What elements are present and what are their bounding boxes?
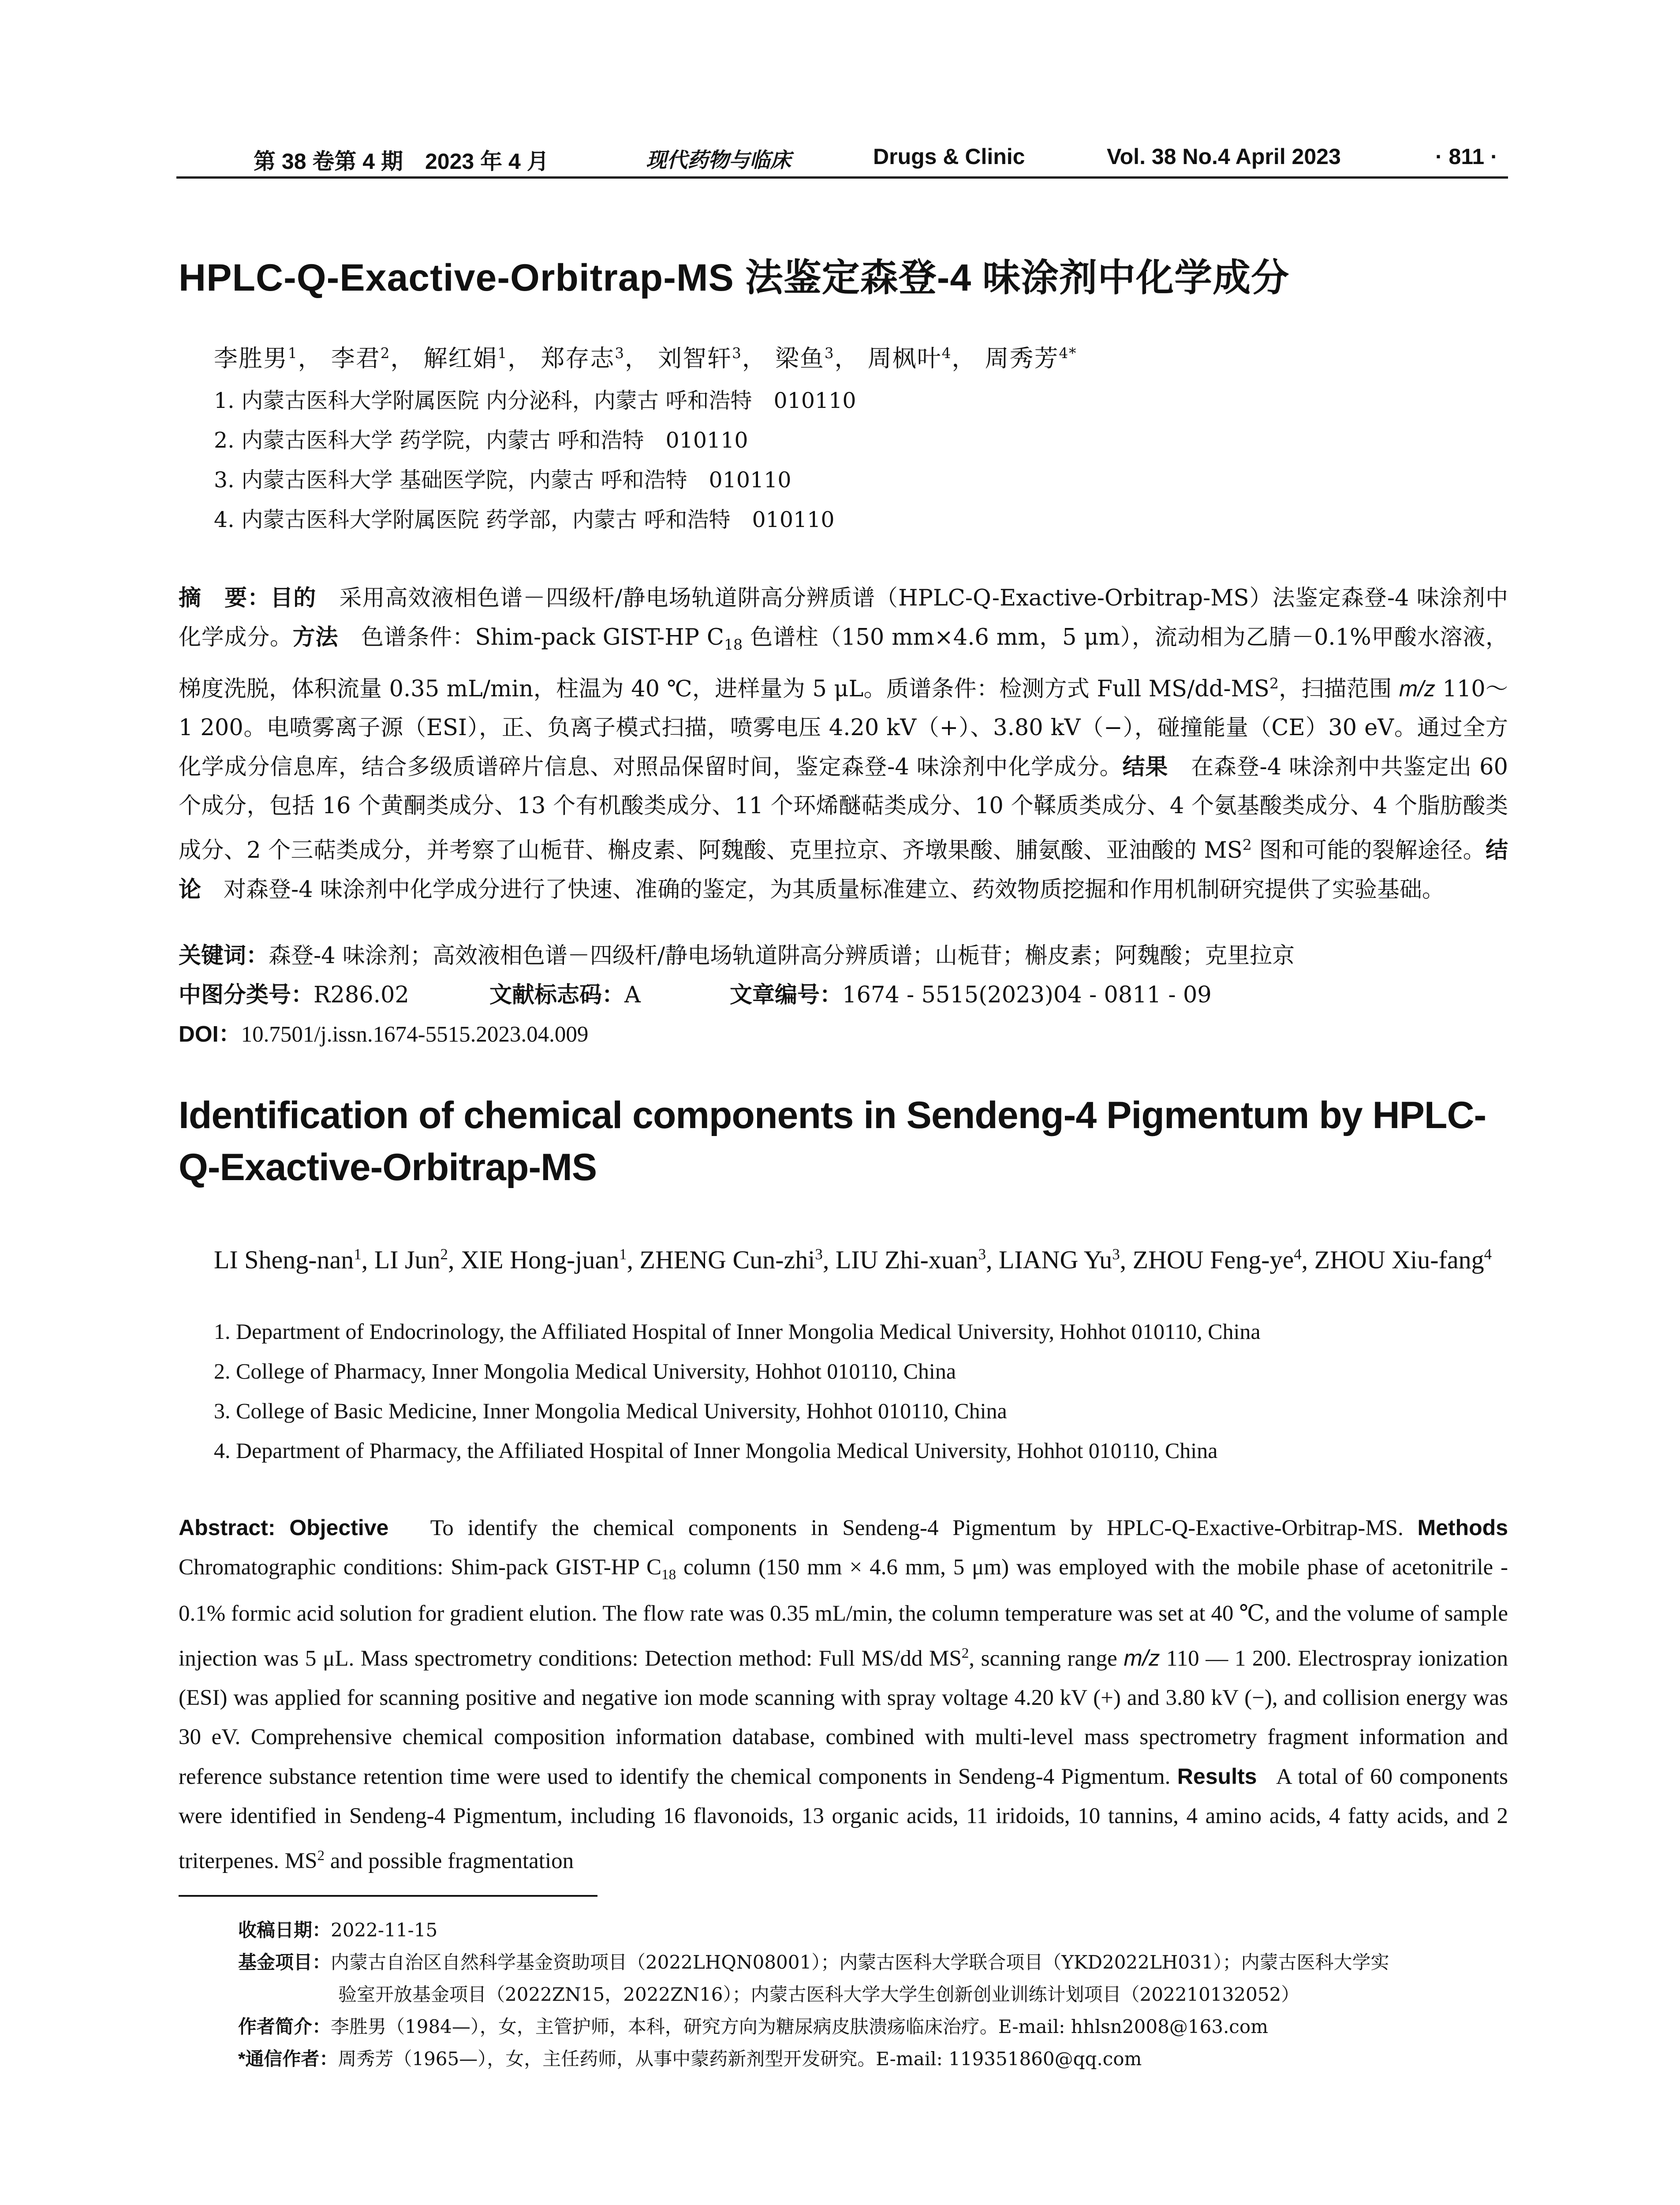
fund-info-cont: 验室开放基金项目（2022ZN15，2022ZN16）；内蒙古医科大学大学生创新创业训练计划项目（202210132052） — [338, 1984, 1300, 2005]
objective-label-en: Objective — [289, 1515, 389, 1540]
keywords-cn — [179, 937, 1295, 970]
author-en: XIE Hong-juan$^1$ — [460, 1245, 627, 1274]
methods-text-en: 110 — 1 200. Electrospray ionization (ESI) was applied for scanning positive and negative ion mode scanning with spray voltage 4.20 kV (+) and 3.80 kV (−), and collision energy was 30 eV. Comprehensive chemical composition information database, combined with multi-level mass spectrometry fragment information and reference substance retention time were used to identify the chemical components in Sendeng-4 Pigmentum. — [179, 1646, 1508, 1790]
article-number-value: 1674 - 5515(2023)04 - 0811 - 09 — [842, 982, 1212, 1008]
affiliation-cn-4: 4. 内蒙古医科大学附属医院 药学部，内蒙古 呼和浩特 010110 — [214, 507, 835, 532]
received-date: 收稿日期：2022-11-15 — [238, 1919, 438, 1941]
objective-text-cn: 采用高效液相色谱－四级杆/静电场轨道阱高分辨质谱（HPLC-Q-Exactive-Orbitrap-MS）法鉴定森登-4 味涂剂中化学成分。 — [179, 585, 1508, 650]
article-title-en: Identification of chemical components in Sendeng-4 Pigmentum by HPLC-Q-Exactive-Orbitrap-MS — [179, 1094, 1486, 1188]
subscript: 18 — [724, 636, 743, 654]
methods-text-cn: 色谱柱（150 mm×4.6 mm，5 μm），流动相为乙腈－0.1%甲酸水溶液，梯度洗脱，体积流量 0.35 mL/min，柱温为 40 ℃，进样量为 5 μL。质谱条件：检测方式 Full MS/dd-MS — [179, 624, 1508, 703]
results-text-en: and possible fragmentation — [325, 1849, 574, 1874]
results-label-en: Results — [1177, 1764, 1257, 1789]
author-en: LI Jun$^2$ — [374, 1245, 448, 1274]
abstract-label-cn: 摘 要： — [179, 585, 271, 610]
results-label-cn: 结果 — [1122, 754, 1169, 780]
author-list-cn: 李胜男$^1$， 李君$^2$， 解红娟$^1$， 郑存志$^3$， 刘智轩$^3$， 梁鱼$^3$， 周枫叶$^4$， 周秀芳$^{4*}$ — [214, 344, 1077, 372]
methods-text-en: Chromatographic conditions: Shim-pack GIST-HP C — [179, 1555, 661, 1580]
superscript: 2 — [961, 1645, 969, 1662]
results-text-en: A total of 60 components were identified in Sendeng-4 Pigmentum, including 16 flavonoids, 13 organic acids, 11 iridoids, 10 tannins, 4 amino acids, 4 fatty acids, and 2 triterpenes. MS — [179, 1764, 1508, 1874]
affiliation-cn-2: 2. 内蒙古医科大学 药学院，内蒙古 呼和浩特 010110 — [214, 428, 748, 453]
author-list-en: LI Sheng-nan$^1$, LI Jun$^2$, XIE Hong-juan$^1$, ZHENG Cun-zhi$^3$, LIU Zhi-xuan$^3$, LIANG Yu$^3$, ZHOU Feng-$ye^4$, ZHOU Xiu-fang$^4$ — [214, 1245, 1492, 1274]
affiliation-cn-3: 3. 内蒙古医科大学 基础医学院，内蒙古 呼和浩特 010110 — [214, 467, 791, 493]
doc-code-label: 文献标志码： — [489, 982, 625, 1007]
methods-text-en: column (150 mm × 4.6 mm, 5 μm) was employed with the mobile phase of acetonitrile - 0.1% formic acid solution for gradient elution. The flow rate was 0.35 mL/min, the column temperature was set at 40 ℃, and the volume of sample injection was 5 μL. Mass spectrometry conditions: Detection method: Full MS/dd MS — [179, 1555, 1508, 1671]
journal-name-cn: 现代药物与临床 — [646, 148, 791, 172]
mz-symbol: m/z — [1124, 1645, 1160, 1671]
author-en: ZHENG Cun-zhi$^3$ — [639, 1245, 823, 1274]
author-cn: 李君$^2$ — [331, 344, 391, 372]
keywords-text: 森登-4 味涂剂；高效液相色谱－四级杆/静电场轨道阱高分辨质谱；山栀苷；槲皮素；阿魏酸；克里拉京 — [269, 943, 1295, 969]
author-en: LIANG Yu$^3$ — [998, 1245, 1120, 1274]
document-code — [489, 976, 641, 1009]
objective-text-en: To identify the chemical components in Sendeng-4 Pigmentum by HPLC-Q-Exactive-Orbitrap-MS. — [430, 1516, 1404, 1540]
article-number — [730, 976, 1212, 1009]
objective-label-cn: 目的 — [270, 585, 317, 610]
superscript: 2 — [1242, 836, 1252, 854]
author-cn: 解红娟$^1$ — [423, 344, 508, 372]
footnotes — [238, 1914, 1508, 2099]
mz-symbol: m/z — [1399, 676, 1435, 702]
volume-info: Vol. 38 No.4 April 2023 — [1107, 144, 1341, 169]
results-text-cn: 图和可能的裂解途径。 — [1251, 837, 1486, 864]
affiliation-en-3: 3. College of Basic Medicine, Inner Mongolia Medical University, Hohhot 010110, China — [214, 1398, 1007, 1423]
fund-info: 基金项目：内蒙古自治区自然科学基金资助项目（2022LHQN08001）；内蒙古医科大学联合项目（YKD2022LH031）；内蒙古医科大学实 — [238, 1951, 1389, 1973]
results-text-cn: 在森登-4 味涂剂中共鉴定出 60 个成分，包括 16 个黄酮类成分、13 个有机酸类成分、11 个环烯醚萜类成分、10 个鞣质类成分、4 个氨基酸类成分、4 个脂肪酸类成分、2 个三萜类成分，并考察了山栀苷、槲皮素、阿魏酸、克里拉京、齐墩果酸、脯氨酸、亚油酸的 MS — [179, 754, 1508, 864]
footnote-rule — [179, 1895, 597, 1897]
superscript: 2 — [317, 1847, 325, 1864]
methods-label-cn: 方法 — [292, 624, 339, 650]
author-en: ZHOU Xiu-fang$^4$ — [1314, 1245, 1492, 1274]
clc-label: 中图分类号： — [179, 982, 314, 1007]
affiliation-en-2: 2. College of Pharmacy, Inner Mongolia Medical University, Hohhot 010110, China — [214, 1359, 956, 1383]
abstract-en — [179, 1508, 1508, 1881]
doc-code-value: A — [624, 982, 641, 1008]
author-cn: 周枫叶$^4$ — [867, 344, 952, 372]
subscript: 18 — [661, 1566, 676, 1583]
conclusion-text-cn: 对森登-4 味涂剂中化学成分进行了快速、准确的鉴定，为其质量标准建立、药效物质挖掘和作用机制研究提供了实验基础。 — [224, 877, 1445, 903]
methods-text-en: , scanning range — [969, 1646, 1124, 1671]
author-cn: 郑存志$^3$ — [541, 344, 625, 372]
affiliation-en-4: 4. Department of Pharmacy, the Affiliated Hospital of Inner Mongolia Medical University, Hohhot 010110, China — [214, 1438, 1218, 1463]
conclusion-label-cn: 结论 — [179, 837, 1508, 902]
methods-text-cn: ，扫描范围 — [1278, 676, 1399, 703]
author-en: LI Sheng-nan$^1$ — [214, 1245, 362, 1274]
corresponding-author: *通信作者：周秀芳（1965—），女，主任药师，从事中蒙药新剂型开发研究。E-mail: 119351860@qq.com — [238, 2048, 1142, 2070]
author-cn: 周秀芳$^{4*}$ — [985, 344, 1077, 372]
doi-label: DOI： — [179, 1021, 241, 1046]
clc-value: R286.02 — [314, 982, 409, 1008]
classification-row — [179, 976, 409, 1009]
running-header — [176, 140, 1508, 176]
header-rule — [176, 176, 1508, 179]
abstract-cn — [179, 579, 1508, 909]
page-number: · 811 · — [1435, 144, 1498, 169]
abstract-label-en: Abstract: — [179, 1515, 276, 1540]
affiliation-cn-1: 1. 内蒙古医科大学附属医院 内分泌科，内蒙古 呼和浩特 010110 — [214, 388, 856, 413]
author-en: ZHOU Feng-$ye^4$ — [1132, 1245, 1302, 1274]
author-bio: 作者简介：李胜男（1984—），女，主管护师，本科，研究方向为糖尿病皮肤溃疡临床治疗。E-mail: hhlsn2008@163.com — [238, 2016, 1268, 2037]
doi-value[interactable]: 10.7501/j.issn.1674-5515.2023.04.009 — [241, 1022, 589, 1047]
article-number-label: 文章编号： — [730, 982, 843, 1007]
journal-name-en: Drugs & Clinic — [873, 144, 1025, 169]
keywords-label: 关键词： — [179, 943, 269, 968]
methods-label-en: Methods — [1417, 1515, 1508, 1540]
methods-text-cn: 110～1 200。电喷雾离子源（ESI），正、负离子模式扫描，喷雾电压 4.20 kV（+）、3.80 kV（−），碰撞能量（CE）30 eV。通过全方化学成分信息库，结合多级质谱碎片信息、对照品保留时间，鉴定森登-4 味涂剂中化学成分。 — [179, 676, 1508, 781]
author-cn: 刘智轩$^3$ — [658, 344, 742, 372]
author-cn: 梁鱼$^3$ — [775, 344, 835, 372]
doi-row — [179, 1016, 588, 1048]
author-en: LIU Zhi-xuan$^3$ — [835, 1245, 986, 1274]
issue-info: 第 38 卷第 4 期 2023 年 4 月 — [254, 149, 549, 174]
author-cn: 李胜男$^1$ — [214, 344, 298, 372]
article-title-cn: HPLC-Q-Exactive-Orbitrap-MS 法鉴定森登-4 味涂剂中化学成分 — [179, 257, 1290, 299]
methods-text-cn: 色谱条件：Shim-pack GIST-HP C — [361, 624, 724, 650]
affiliation-en-1: 1. Department of Endocrinology, the Affiliated Hospital of Inner Mongolia Medical University, Hohhot 010110, China — [214, 1319, 1261, 1344]
superscript: 2 — [1269, 675, 1279, 692]
